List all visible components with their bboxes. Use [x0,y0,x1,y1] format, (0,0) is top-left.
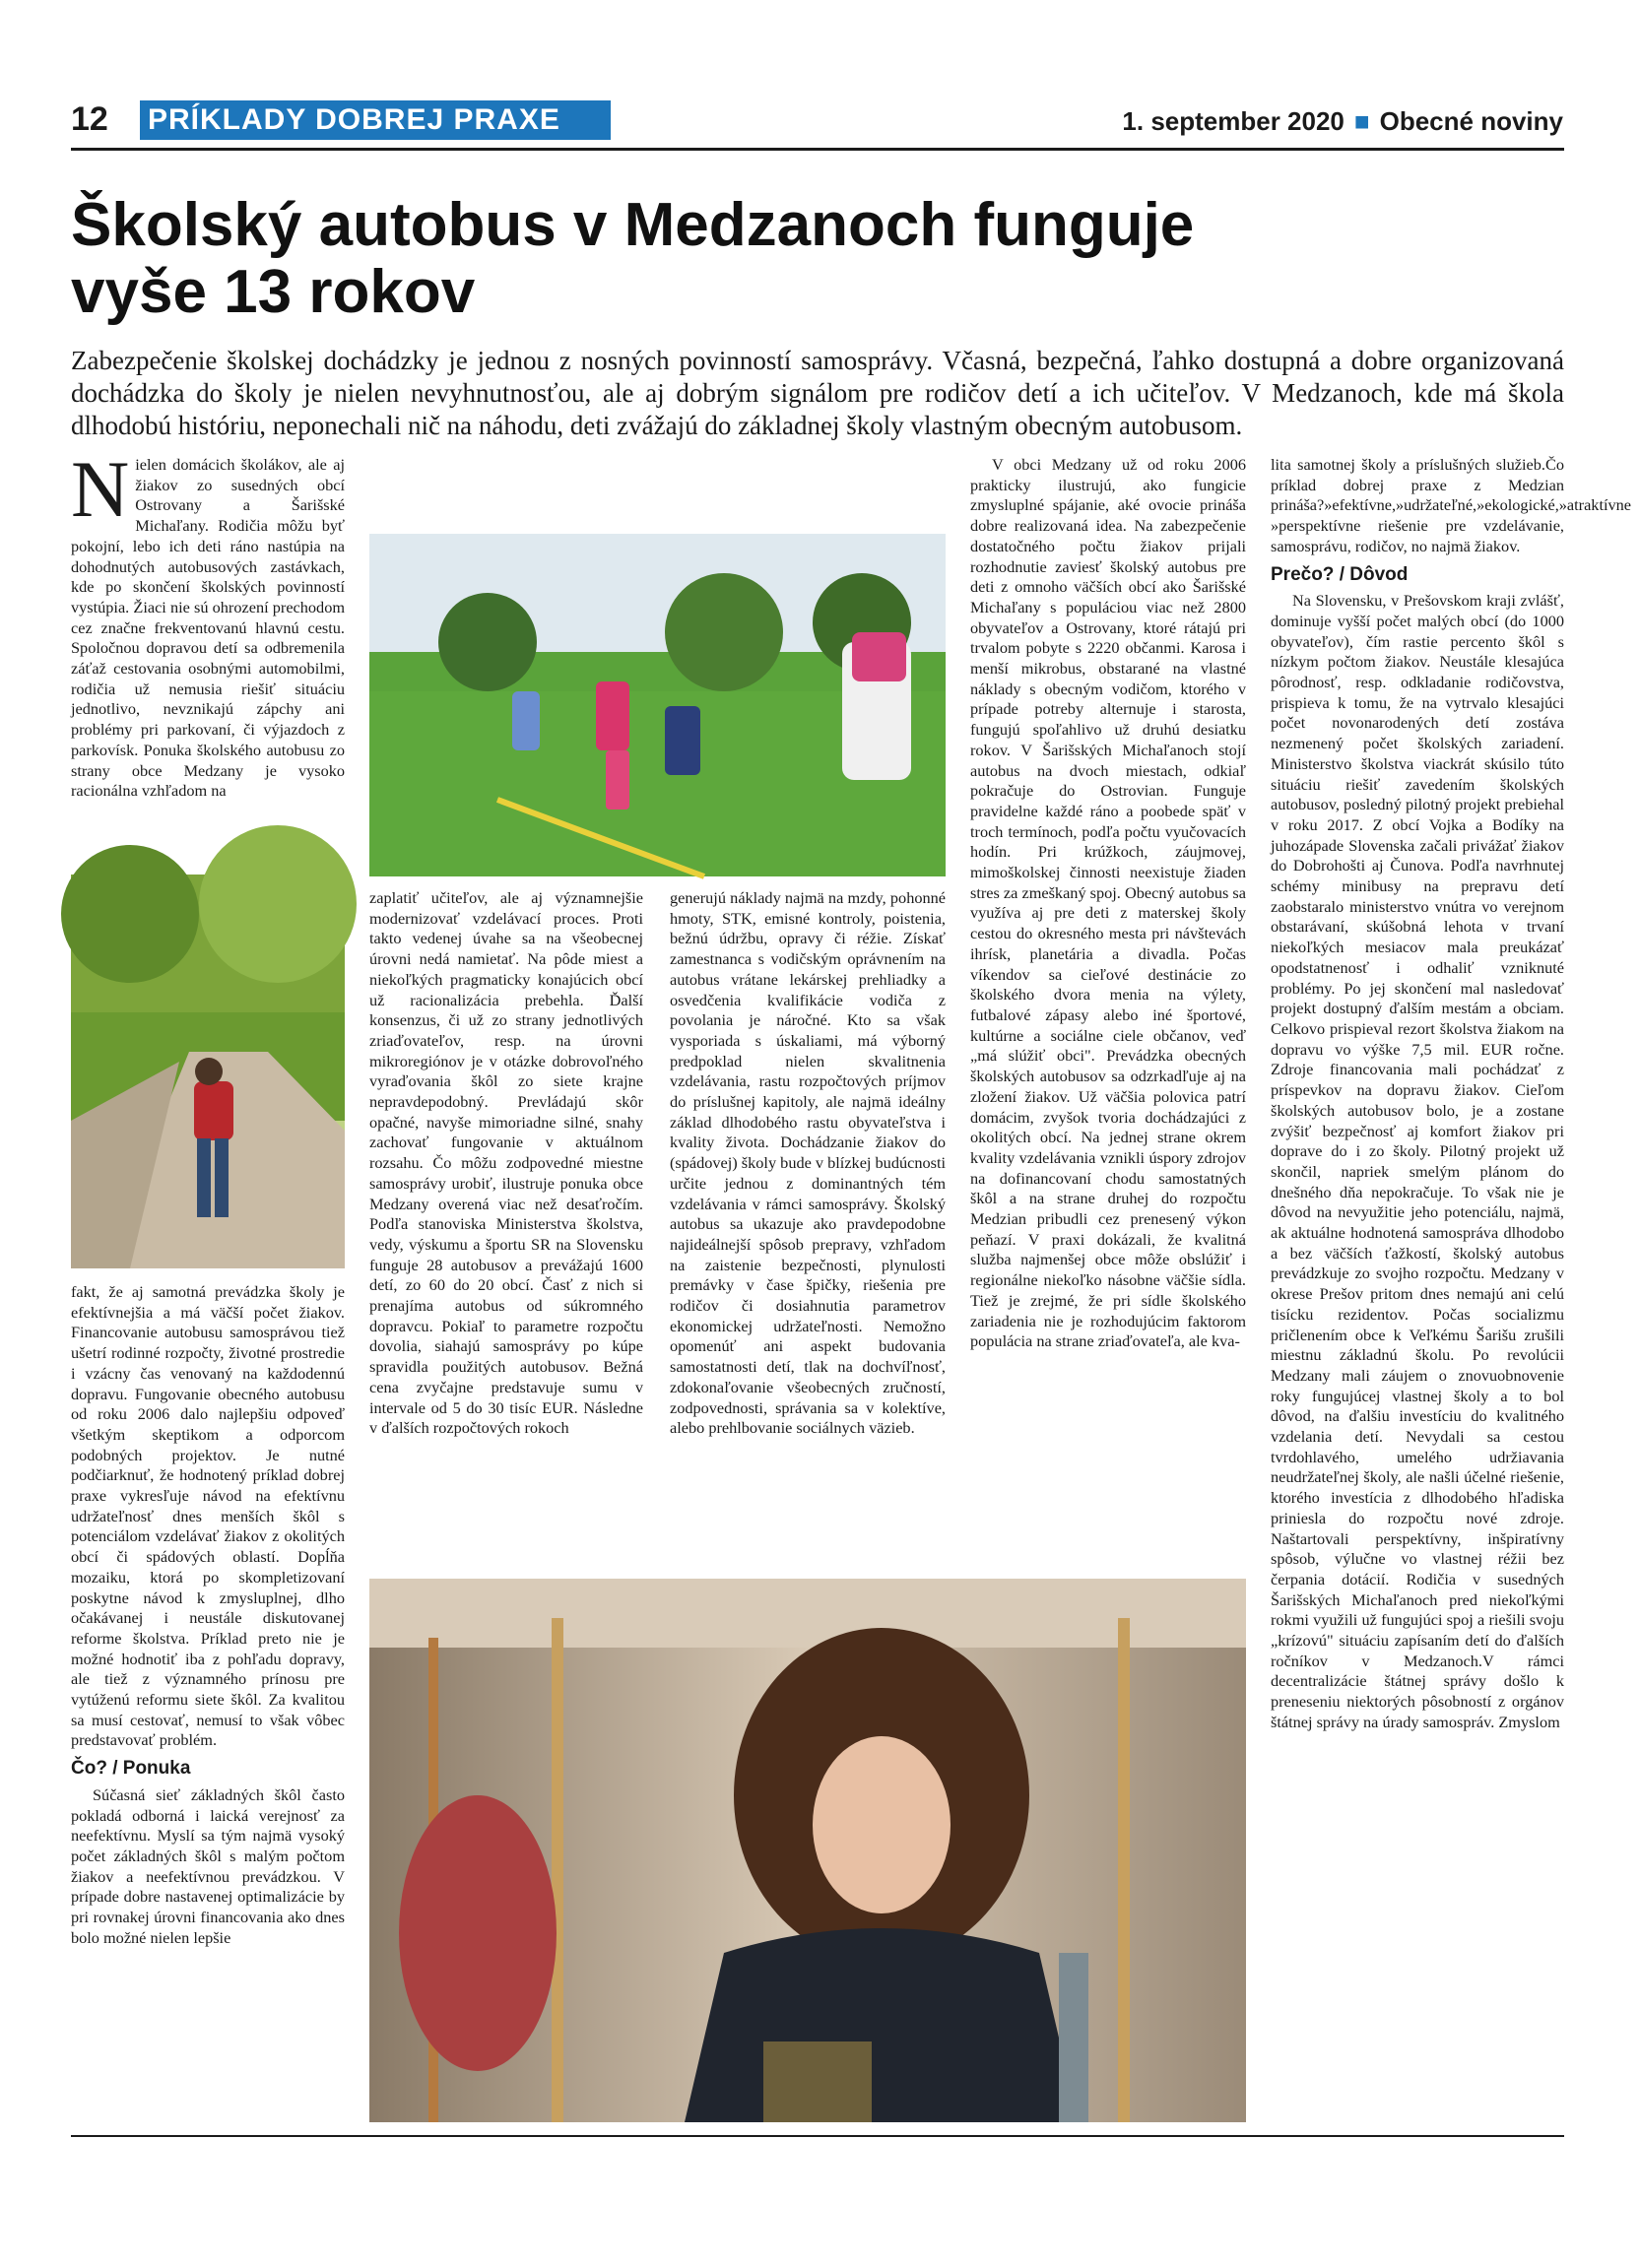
separator-dot-icon: ■ [1353,106,1370,136]
subhead-co-ponuka: Čo? / Ponuka [71,1758,191,1780]
drop-cap: N [71,444,130,534]
column-4 [970,455,1246,1568]
column-1-bottom [71,1282,345,2127]
top-rule [71,148,1564,151]
column-5-text: Na Slovensku, v Prešovskom kraji zvlášť, dominuje vyšší počet malých obcí (do 1000 obyvateľov), čím rastie percento škôl s nízkym počtom žiakov. Neustále klesajúca pôrodnosť, resp. odkladanie rodičovstva, prispieva k tomu, že na vytrvalo klesajúci počet novonarodených detí zostáva nezmenený počet školských zariadení. Ministerstvo školstva viackrát skúsilo túto situáciu riešiť zavedením školských autobusov, posledný pilotný projekt prebiehal v roku 2017. Z obcí Vojka a Bodíky na juhozápade Slovenska začali privážať žiakov do Dobrohošti aj Čunova. Podľa navrhnutej schémy minibusy na prepravu detí zaobstaralo ministerstvo vnútra vo verejnom obstarávaní, skúšobná lehota v trvaní niekoľkých mesiacov mala preukázať opodstatnenosť i odhaliť vzniknuté problémy. Po jej skončení mal nasledovať projekt dostupný ďalším mestám a obciam. Celkovo prispieval rezort školstva žiakom na dopravu vo výške 7,5 mil. EUR ročne. Zdroje financovania mali pochádzať z príspevkov na dopravu žiakov. Cieľom školských autobusov bolo, je a zostane zvýšiť bezpečnosť aj komfort žiakov pri doprave do i zo školy. Pilotný projekt už skončil, napriek smelým plánom do dnešného dňa nepokračuje. To však nie je dôvod na nevyužitie jeho potenciálu, najmä, ak aktuálne hodnotená samospráva dlhodobo a bez väčších ťažkostí, školský autobus prevádzkuje zo svojho rozpočtu. Medzany v okrese Prešov pritom dnes nemajú ani celú tisícku rezidentov. Počas socializmu pričlenením obce k Veľkému Šarišu zrušili miestnu základnú školu. Po revolúcii Medzany mali záujem o znovuobnovenie roky fungujúcej vlastnej školy a to bol dôvod, na ďalšiu investíciu do kvalitného vzdelania detí. Nevydali sa cestou tvrdohlavého, umelého udržiavania neudržateľnej školy, ale našli účelné riešenie, ktorého investícia z dlhodobého hľadiska priniesla do rozpočtu nové zdroje. Naštartovali perspektívny, inšpiratívny spôsob, výlučne vo vlastnej réžii bez čerpania dotácií. Rodičia v susedných Šarišských Michaľanoch pred niekoľkými rokmi využili už fungujúci spoj a riešili svoju „krízovú" situáciu zapísaním detí do ďalších ročníkov v Medzanoch.V rámci decentralizácie štátnej správy došlo k preneseniu niektorých pôsobností z orgánov štátnej správy na úrady samospráv. Zmyslom [1271,591,1564,1731]
photo-child-walking [71,875,345,1268]
issue-date: 1. september 2020 [1122,106,1345,136]
column-5 [1271,455,1631,2127]
subhead-preco-dovod: Prečo? / Dôvod [1271,563,1409,585]
headline-line-1: Školský autobus v Medzanoch funguje [71,191,1195,259]
headline-line-2: vyše 13 rokov [71,258,476,326]
column-1-top [71,444,345,869]
column-3-text: generujú náklady najmä na mzdy, pohonné hmoty, STK, emisné kontroly, poistenia, bežnú údržbu, opravy či réžie. Získať zamestnanca s vodičským oprávnením na autobus vrátane lekárskej prehliadky a osvedčenia kvalifikácie vodiča z povolania je náročné. Kto sa však vysporiada s úskaliami, má výborný predpoklad nielen skvalitnenia vzdelávania, rastu rozpočtových príjmov do príslušnej kapitoly, ale najmä ideálny základ dlhodobého rastu obyvateľstva i kvality života. Dochádzanie žiakov do (spádovej) školy bude v blízkej budúcnosti určite jednou z dominantných tém vzdelávania v rámci samosprávy. Školský autobus sa ukazuje ako pravdepodobne najideálnejší spôsob prepravy, vzhľadom na zaistenie bezpečnosti, plynulosti premávky v čase špičky, riešenia pre rodičov či dosiahnutia parametrov ekonomickej udržateľnosti. Nemožno opomenúť ani aspekt budovania samostatnosti detí, tlak na dochvíľnosť, zdokonaľovanie všeobecných zručností, zodpovednosti, správania sa v kolektíve, alebo prehlbovanie sociálnych väzieb. [670,888,946,1438]
column-2 [369,888,643,1568]
photo-girl-on-bus [369,1579,1246,2122]
photo-kids-field [369,534,946,876]
column-1-top-text: ielen domácich školákov, ale aj žiakov zo susedných obcí Ostrovany a Šarišské Michaľany. Rodičia môžu byť pokojní, lebo ich deti ráno nastúpia na dohodnutých autobusových zastávkach, kde po skončení školských povinností vystúpia. Žiaci nie sú ohrození prechodom cez značne frekventovanú hlavnú cestu. Spoločnou dopravou detí sa odbremenila záťaž cestovania osobnými automobilmi, rodičia už nemusia riešiť situáciu jednotlivo, nevznikajú zápchy ani problémy pri parkovaní, či výjazdoch z parkovísk. Ponuka školského autobusu zo strany obce Medzany je vysoko racionálna vzhľadom na [71,455,345,801]
issue-info [1122,106,1563,137]
column-1-bottom-text: fakt, že aj samotná prevádzka školy je efektívnejšia a má väčší počet žiakov. Financovanie autobusu samosprávou tiež ušetrí rodinné rozpočty, životné prostredie i vzácny čas venovaný na každodennú dopravu. Fungovanie obecného autobusu od roku 2006 dalo najlepšiu odpoveď všetkým skeptikom a odporcom podobných projektov. Je nutné podčiarknuť, že hodnotený príklad dobrej praxe vykresľuje návod na efektívnu udržateľnosť dnes menších škôl s potenciálom vzdelávať žiakov z okolitých obcí či spádových oblastí. Dopĺňa mozaiku, ktorá po skompletizovaní poskytne návod k zmysluplnej, dlho očakávanej i neustále diskutovanej reforme školstva. Príklad preto nie je možné hodnotiť iba z pohľadu dopravy, ale tiež z významného prínosu pre vytúženú reformu siete škôl. Za kvalitou sa musí cestovať, nemusí to však vôbec predstavovať problém. [71,1282,345,1750]
page-number: 12 [71,100,108,138]
column-5-top-text: lita samotnej školy a príslušných služieb.Čo príklad dobrej praxe z Medzian prináša?»efektívne,»udržateľné,»ekologické,»atraktívne »perspektívne riešenie pre vzdelávanie, samosprávu, rodičov, no najmä žiakov. [1271,455,1631,555]
column-1-sub-text: Súčasná sieť základných škôl často pokladá odborná i laická verejnosť za neefektívnu. Myslí sa tým najmä vysoký počet základných škôl s malým počtom žiakov a neefektívnou prevádzkou. V prípade dobre nastavenej optimalizácie by pri rovnakej úrovni financovania ako dnes bolo možné nielen lepšie [71,1784,345,1947]
bottom-rule [71,2135,1564,2137]
publication-name: Obecné noviny [1379,106,1563,136]
lead-paragraph: Zabezpečenie školskej dochádzky je jednou z nosných povinností samosprávy. Včasná, bezpečná, ľahko dostupná a dobre organizovaná dochádzka do školy je nielen nevyhnutnosťou, ale aj dobrým signálom pre rodičov detí a ich učiteľov. V Medzanoch, kde má škola dlhodobú históriu, neponechali nič na náhodu, deti zvážajú do základnej školy vlastným obecným autobusom. [71,346,1564,440]
column-3 [670,888,946,1568]
column-4-text: V obci Medzany už od roku 2006 prakticky ilustrujú, ako fungicie zmysluplné spájanie, aké ovocie prináša dobre realizovaná idea. Na zabezpečenie dostatočného počtu žiakov prijali rozhodnutie zaviesť školský autobus pre deti z omnoho väčších obcí ako Šarišské Michaľany s populáciou viac než 2800 obyvateľov a Ostrovany, ktoré rátajú pri trvalom pobyte s 2220 občanmi. Karosa i menší mikrobus, obstarané na vlastné náklady s obecným vodičom, ktorého v prípade potreby alternuje i starosta, fungujú spoľahlivo už druhú desiatku rokov. V Šarišských Michaľanoch stojí autobus na dvoch miestach, odkiaľ pokračuje do Ostrovian. Funguje pravidelne každé ráno a poobede späť v troch termínoch, podľa počtu vyučovacích hodín. Pri krúžkoch, záujmovej, mimoškolskej činnosti neexistuje žiaden stres za zmeškaný spoj. Obecný autobus sa využíva aj pre deti z materskej školy cestou do okresného mesta pri návštevách ihrísk, planetária a divadla. Počas víkendov sa cieľové destinácie zo školského dvora menia na výlety, futbalové zápasy alebo iné športové, kultúrne a sociálne ciele občanov, veď „má slúžiť obci". Prevádzka obecných školských autobusov sa odzrkadľuje aj na zložení žiakov. Už väčšia polovica patrí domácim, zvyšok tvoria dochádzajúci z okolitých obcí. Na jednej strane okrem kvality vzdelávania vznikli úspory zdrojov na dofinancovaní chodu samostatných škôl a na strane druhej do rozpočtu Medzian pribudli cez prenesený výkon peňazí. V praxi dokázali, že kvalitná služba najmenšej obce môže obslúžiť i regionálne niekoľko násobne väčšie sídla. Tiež je zrejmé, že pri sídle školského zariadenia nie je rozhodujúcim faktorom populácia na strane zriaďovateľa, ale kva- [970,455,1246,1351]
headline [71,192,1450,326]
section-tag: PRÍKLADY DOBREJ PRAXE [140,100,611,140]
column-2-text: zaplatiť učiteľov, ale aj významnejšie modernizovať vzdelávací proces. Proti takto vedenej úvahe sa na všeobecnej úrovni nedá namietať. Na pôde miest a niekoľkých pragmaticky konajúcich obcí už racionalizácia prebehla. Ďalší konsenzus, či už zo strany jednotlivých zriaďovateľov, resp. na úrovni mikroregiónov je v otázke dobrovoľného vyraďovania škôl zo siete krajne nepravdepodobný. Prevládajú skôr opačné, navyše mimoriadne silné, snahy zachovať fungovanie v aktuálnom rozsahu. Čo môžu zodpovedné miestne samosprávy urobiť, ilustruje ponuka obce Medzany overená viac než desaťročím. Podľa stanoviska Ministerstva školstva, vedy, výskumu a športu SR na Slovensku funguje 28 autobusov a prevážajú 1600 detí, zo 60 do 20 obcí. Časť z nich si prenajíma autobus od súkromného dopravcu. Pokiaľ to parametre rozpočtu dovolia, siahajú samosprávy po kúpe spravidla použitých autobusov. Bežná cena zvyčajne predstavuje sumu v intervale od 5 do 30 tisíc EUR. Následne v ďalších rozpočtových rokoch [369,888,643,1438]
